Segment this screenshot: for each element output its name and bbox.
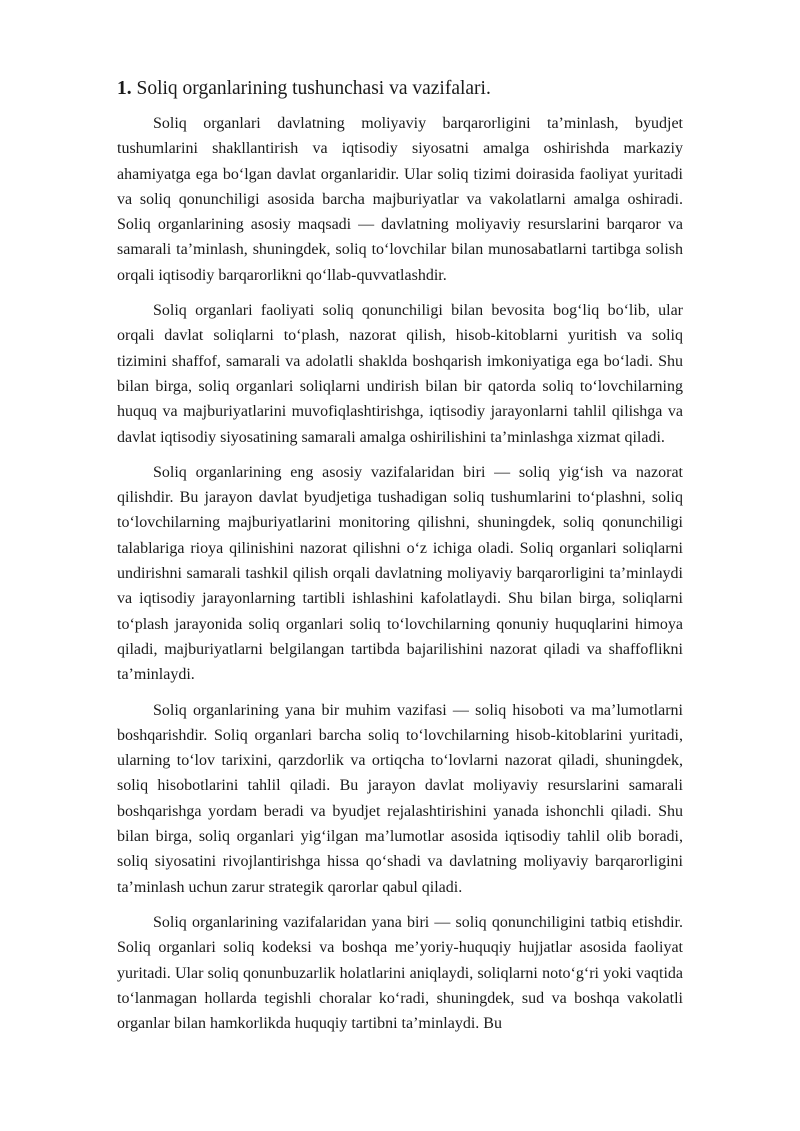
section-title: Soliq organlarining tushunchasi va vazifalari. xyxy=(136,78,491,99)
paragraph: Soliq organlarining vazifalaridan yana biri — soliq qonunchiligini tatbiq etishdir. Soliq organlari soliq kodeksi va boshqa me’yoriy-huquqiy hujjatlar asosida faoliyat yuritadi. Ular soliq qonunbuzarlik holatlarini aniqlaydi, soliqlarni notoʻgʻri yoki vaqtida toʻlanmagan hollarda tegishli choralar koʻradi, shuningdek, sud va boshqa vakolatli organlar bilan hamkorlikda huquqiy tartibni ta’minlaydi. Bu xyxy=(117,913,683,1033)
paragraph: Soliq organlari davlatning moliyaviy barqarorligini ta’minlash, byudjet tushumlarini shakllantirish va iqtisodiy siyosatni amalga oshirishda markaziy ahamiyatga ega boʻlgan davlat organlaridir. Ular soliq tizimi doirasida faoliyat yuritadi va soliq qonunchiligi asosida barcha majburiyatlar va vakolatlarni amalga oshiradi. Soliq organlarining asosiy maqsadi — davlatning moliyaviy resurslarini barqaror va samarali ta’minlash, shuningdek, soliq toʻlovchilar bilan munosabatlarni tartibga solish orqali iqtisodiy barqarorlikni qoʻllab-quvvatlashdir. xyxy=(117,115,683,284)
paragraph: Soliq organlarining yana bir muhim vazifasi — soliq hisoboti va ma’lumotlarni boshqarishdir. Soliq organlari barcha soliq toʻlovchilarning hisob-kitoblarini yuritadi, ularning toʻlov tarixini, qarzdorlik va ortiqcha toʻlovlarni nazorat qiladi, shuningdek, soliq hisobotlarini tahlil qiladi. Bu jarayon davlat moliyaviy resurslarini samarali boshqarishga yordam beradi va byudjet rejalashtirishini yanada ishonchli qiladi. Shu bilan birga, soliq organlari yigʻilgan ma’lumotlar asosida iqtisodiy tahlil olib boradi, soliq siyosatini rivojlantirishga hissa qoʻshadi va davlatning moliyaviy barqarorligini ta’minlash uchun zarur strategik qarorlar qabul qiladi. xyxy=(117,701,683,896)
paragraph: Soliq organlari faoliyati soliq qonunchiligi bilan bevosita bogʻliq boʻlib, ular orqali davlat soliqlarni toʻplash, nazorat qilish, hisob-kitoblarni yuritish va soliq tizimini shaffof, samarali va adolatli shaklda boshqarish imkoniyatiga ega boʻladi. Shu bilan birga, soliq organlari soliqlarni undirish bilan bir qatorda soliq toʻlovchilarning huquq va majburiyatlarini muvofiqlashtirishga, iqtisodiy jarayonlarni tahlil qilishga va davlat iqtisodiy siyosatining samarali amalga oshirilishini ta’minlashga xizmat qiladi. xyxy=(117,302,683,446)
section-number: 1. xyxy=(117,78,132,99)
paragraph: Soliq organlarining eng asosiy vazifalaridan biri — soliq yigʻish va nazorat qilishdir. Bu jarayon davlat byudjetiga tushadigan soliq tushumlarini toʻplashni, soliq toʻlovchilarning majburiyatlarini monitoring qilishni, shuningdek, soliq qonunchiligi talablariga rioya qilinishini nazorat qilishni oʻz ichiga oladi. Soliq organlari soliqlarni undirishni samarali tashkil qilish orqali davlatning moliyaviy barqarorligini ta’minlaydi va iqtisodiy jarayonlarning tartibli ishlashini kafolatlaydi. Shu bilan birga, soliqlarni toʻplash jarayonida soliq organlari soliq toʻlovchilarning qonuniy huquqlarini himoya qiladi, majburiyatlarni belgilangan tartibda bajarilishini nazorat qiladi va shaffoflikni ta’minlaydi. xyxy=(117,463,683,684)
section-heading xyxy=(117,76,683,102)
document-page xyxy=(117,76,683,1046)
